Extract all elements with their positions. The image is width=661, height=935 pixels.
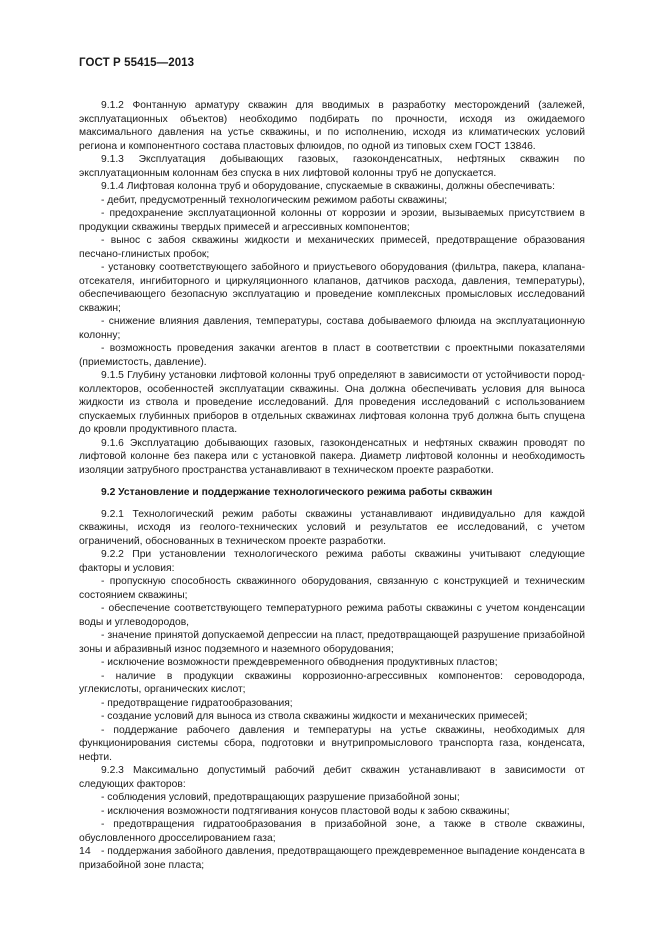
- list-item: - снижение влияния давления, температуры, состава добываемого флюида на эксплуатационную колонну;: [79, 316, 585, 341]
- list-item: - исключения возможности подтягивания конусов пластовой воды к забою скважины;: [101, 805, 510, 817]
- paragraph-9-1-4: 9.1.4 Лифтовая колонна труб и оборудование, спускаемые в скважины, должны обеспечивать:: [101, 181, 556, 192]
- list-item: - вынос с забоя скважины жидкости и механических примесей, предотвращение образования песчано-глинистых пробок;: [79, 235, 585, 260]
- list-item: - пропускную способность скважинного оборудования, связанную с конструкцией и техническим состоянием скважины;: [79, 576, 585, 601]
- list-item: - предохранение эксплуатационной колонны от коррозии и эрозии, вызываемых присутствием в продукции скважины твердых примесей и агрессивных компонентов;: [79, 208, 585, 233]
- list-item: - соблюдения условий, предотвращающих разрушение призабойной зоны;: [101, 792, 460, 803]
- page-body: [79, 99, 585, 872]
- list-item: - наличие в продукции скважины коррозионно-агрессивных компонентов: сероводорода, углекислоты, органических кислот;: [79, 670, 585, 695]
- paragraph-9-2-1: 9.2.1 Технологический режим работы скважины устанавливают индивидуально для каждой скважины, исходя из геолого-технических условий и результатов ее исследований, с учетом ограничений, обоснованных в техническом проекте разработки.: [79, 508, 585, 547]
- list-item: - поддержания забойного давления, предотвращающего преждевременное выпадение конденсата в призабойной зоне пласта;: [79, 846, 585, 871]
- list-item: - предотвращение гидратообразования;: [101, 697, 293, 709]
- list-item: - обеспечение соответствующего температурного режима работы скважины с учетом конденсации воды и углеводородов,: [79, 603, 585, 628]
- paragraph-9-1-2: 9.1.2 Фонтанную арматуру скважин для вводимых в разработку месторождений (залежей, эксплуатационных объектов) необходимо подбирать по прочности, исходя из ожидаемого максимального давления на устье скважины, и по исполнению, исходя из климатических условий региона и компонентного состава пластовых флюидов, по одной из типовых схем ГОСТ 13846.: [79, 100, 585, 152]
- list-item: - создание условий для выноса из ствола скважины жидкости и механических примесей;: [101, 711, 528, 722]
- page-number: 14: [79, 845, 91, 857]
- list-item: - исключение возможности преждевременного обводнения продуктивных пластов;: [101, 657, 498, 668]
- list-item: - возможность проведения закачки агентов в пласт в соответствии с проектными показателями (приемистость, давление).: [79, 343, 585, 368]
- paragraph-9-2-2: 9.2.2 При установлении технологического режима работы скважины учитывают следующие факторы и условия:: [79, 549, 585, 574]
- list-item: - дебит, предусмотренный технологическим режимом работы скважины;: [101, 194, 448, 206]
- document-header: ГОСТ Р 55415—2013: [79, 57, 195, 69]
- list-item: - значение принятой допускаемой депрессии на пласт, предотвращающей разрушение призабойной зоны и абразивный износ подземного и наземного оборудования;: [79, 630, 585, 655]
- paragraph-9-1-3: 9.1.3 Эксплуатация добывающих газовых, газоконденсатных, нефтяных скважин по эксплуатационным колоннам без спуска в них лифтовой колонны труб не допускается.: [79, 154, 585, 179]
- paragraph-9-1-5: 9.1.5 Глубину установки лифтовой колонны труб определяют в зависимости от устойчивости пород-коллекторов, особенностей эксплуатации скважины. Она должна обеспечивать условия для выноса жидкости из ствола и проведение исследований. Для проведения исследований с использованием спускаемых глубинных приборов в отдельных скважинах лифтовая колонна труб должна быть спущена до кровли продуктивного пласта.: [79, 370, 585, 435]
- list-item: - предотвращения гидратообразования в призабойной зоне, а также в стволе скважины, обусловленного дросселированием газа;: [79, 819, 585, 844]
- list-item: - установку соответствующего забойного и приустьевого оборудования (фильтра, пакера, клапана-отсекателя, ингибиторного и циркуляционного клапанов, датчиков расхода, давления, температуры), обеспечивающего безопасную эксплуатацию и проведение комплексных промысловых исследований скважин;: [79, 262, 585, 314]
- paragraph-9-2-3: 9.2.3 Максимально допустимый рабочий дебит скважин устанавливают в зависимости от следующих факторов:: [79, 765, 585, 790]
- paragraph-9-1-6: 9.1.6 Эксплуатацию добывающих газовых, газоконденсатных и нефтяных скважин проводят по лифтовой колонне без пакера или с установкой пакера. Диаметр лифтовой колонны и необходимость изоляции затрубного пространства устанавливают в техническом проекте разработки.: [79, 437, 585, 476]
- list-item: - поддержание рабочего давления и температуры на устье скважины, необходимых для функционирования системы сбора, подготовки и внутрипромыслового транспорта газа, конденсата, нефти.: [79, 724, 585, 763]
- section-heading: 9.2 Установление и поддержание технологического режима работы скважин: [101, 487, 493, 498]
